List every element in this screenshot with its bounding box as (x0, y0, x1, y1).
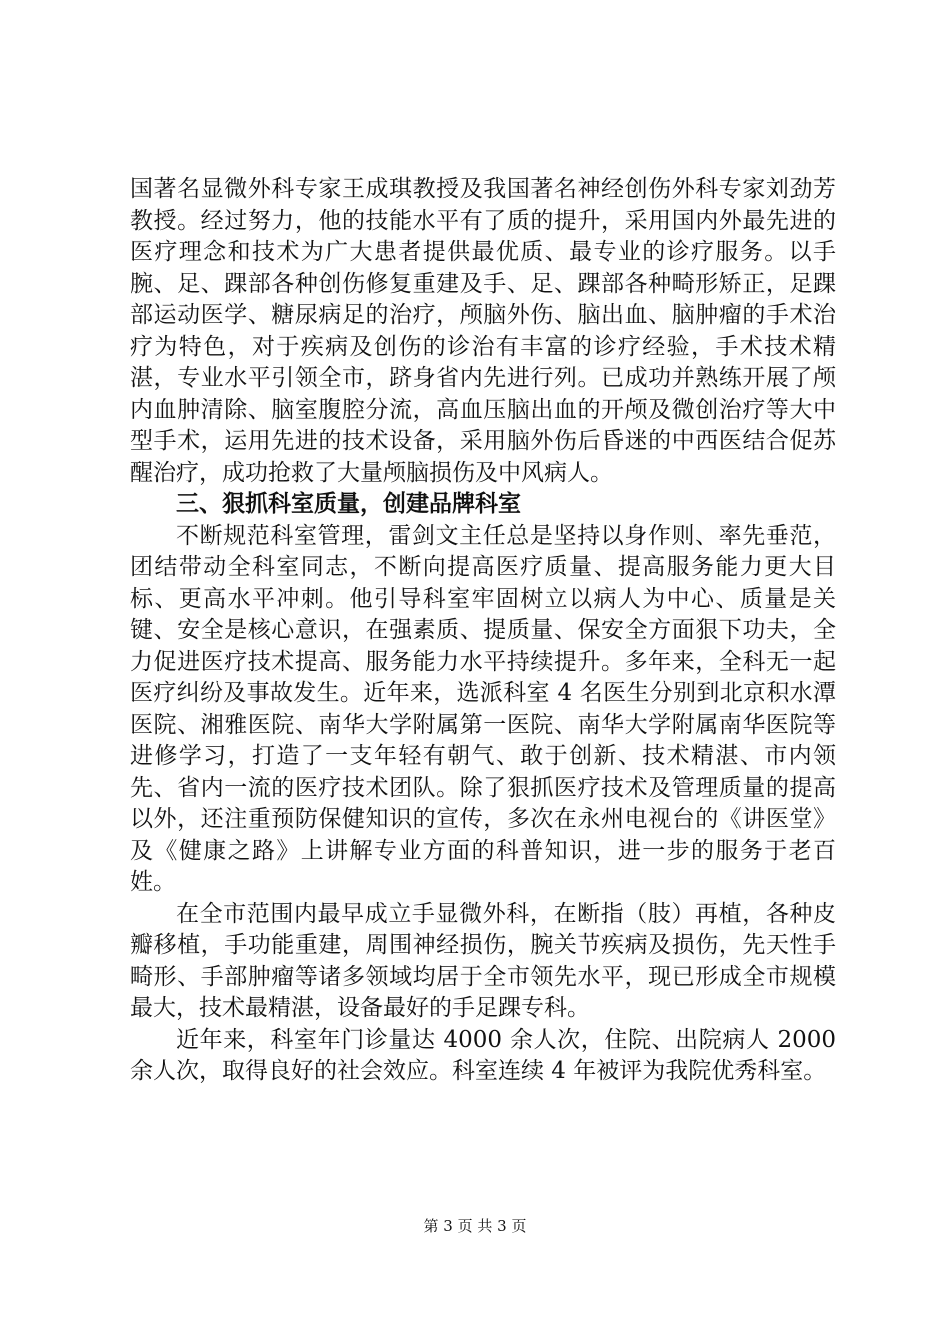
paragraph-department-management: 不断规范科室管理，雷剑文主任总是坚持以身作则、率先垂范，团结带动全科室同志，不断向提高医疗质量、提高服务能力更大目标、更高水平冲刺。他引导科室牢固树立以病人为中心、质量是关键、安全是核心意识，在强素质、提质量、保安全方面狠下功夫，全力促进医疗技术提高、服务能力水平持续提升。多年来，全科无一起医疗纠纷及事故发生。近年来，选派科室 4 名医生分别到北京积水潭医院、湘雅医院、南华大学附属第一医院、南华大学附属南华医院等进修学习，打造了一支年轻有朝气、敢于创新、技术精湛、市内领先、省内一流的医疗技术团队。除了狠抓医疗技术及管理质量的提高以外，还注重预防保健知识的宣传，多次在永州电视台的《讲医堂》及《健康之路》上讲解专业方面的科普知识，进一步的服务于老百姓。 (130, 522, 836, 895)
document-body (130, 174, 836, 1088)
section-heading-3: 三、狠抓科室质量，创建品牌科室 (176, 491, 521, 517)
page-number-footer: 第 3 页 共 3 页 (423, 1217, 527, 1235)
paragraph-intro-continuation: 国著名显微外科专家王成琪教授及我国著名神经创伤外科专家刘劲芳教授。经过努力，他的技能水平有了质的提升，采用国内外最先进的医疗理念和技术为广大患者提供最优质、最专业的诊疗服务。以手腕、足、踝部各种创伤修复重建及手、足、踝部各种畸形矫正，足踝部运动医学、糖尿病足的治疗，颅脑外伤、脑出血、脑肿瘤的手术治疗为特色，对于疾病及创伤的诊治有丰富的诊疗经验，手术技术精湛，专业水平引领全市，跻身省内先进行列。已成功并熟练开展了颅内血肿清除、脑室腹腔分流，高血压脑出血的开颅及微创治疗等大中型手术，运用先进的技术设备，采用脑外伤后昏迷的中西医结合促苏醒治疗，成功抢救了大量颅脑损伤及中风病人。 (130, 176, 836, 486)
paragraph-hand-microsurgery: 在全市范围内最早成立手显微外科，在断指（肢）再植，各种皮瓣移植，手功能重建，周围神经损伤，腕关节疾病及损伤，先天性手畸形、手部肿瘤等诸多领域均居于全市领先水平，现已形成全市规模最大，技术最精湛，设备最好的手足踝专科。 (130, 900, 836, 1021)
paragraph-annual-statistics: 近年来，科室年门诊量达 4000 余人次，住院、出院病人 2000 余人次，取得良好的社会效应。科室连续 4 年被评为我院优秀科室。 (130, 1026, 836, 1084)
